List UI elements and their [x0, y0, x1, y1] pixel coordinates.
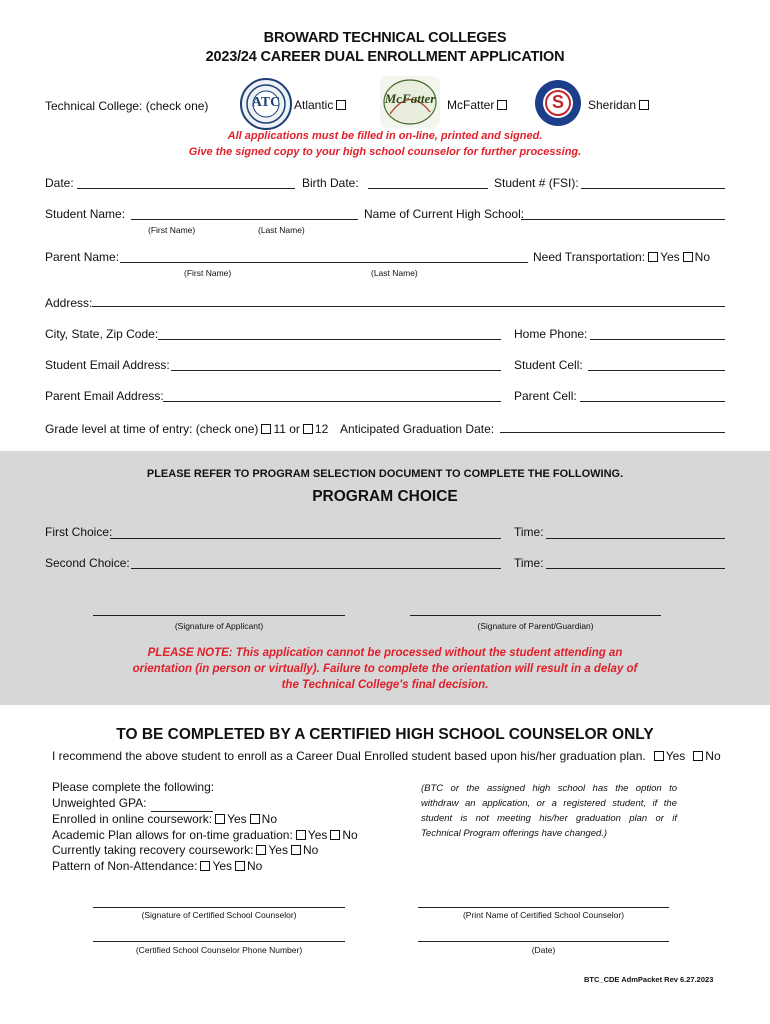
address-label: Address: — [45, 296, 93, 310]
counselor-date-caption: (Date) — [531, 945, 556, 955]
parent-name-label: Parent Name: — [45, 250, 120, 264]
counselor-phone-caption: (Certified School Counselor Phone Number) — [135, 945, 303, 955]
online-yes-checkbox[interactable] — [215, 814, 225, 824]
recommend-no-checkbox[interactable] — [693, 751, 703, 761]
mcfatter-logo-text: McFatter — [384, 91, 436, 106]
parent-name-field[interactable] — [120, 262, 528, 263]
first-time-label: Time: — [514, 525, 544, 539]
btc-option-note: (BTC or the assigned high school has the option to withdraw an application, or a registered student, if the student is not meeting his/her graduation plan or if Technical Program offerings have changed.) — [421, 783, 677, 839]
counselor-print-name-line[interactable] — [418, 907, 669, 908]
counselor-print-name-caption: (Print Name of Certified School Counselor) — [462, 910, 625, 920]
counselor-signature-line[interactable] — [93, 907, 345, 908]
notice-line-1: All applications must be filled in on-line, printed and signed. — [227, 130, 543, 142]
student-email-label: Student Email Address: — [45, 358, 170, 372]
parent-cell-field[interactable] — [580, 401, 725, 402]
need-transportation: Need Transportation: Yes No — [533, 250, 710, 264]
graduation-date-field[interactable] — [500, 432, 725, 433]
online-row: Enrolled in online coursework: Yes No — [52, 812, 278, 826]
orientation-note-1: PLEASE NOTE: This application cannot be processed without the student attending an — [147, 647, 623, 659]
parent-last-name-caption: (Last Name) — [371, 268, 418, 278]
student-cell-field[interactable] — [588, 370, 725, 371]
college-option-mcfatter[interactable]: McFatter — [447, 98, 509, 112]
complete-following: Please complete the following: — [52, 780, 215, 794]
academic-row: Academic Plan allows for on-time graduation: Yes No — [52, 827, 358, 842]
orientation-note-2: orientation (in person or virtually). Failure to complete the orientation will result in a delay of — [132, 663, 638, 675]
student-first-name-caption: (First Name) — [148, 225, 196, 235]
home-phone-field[interactable] — [590, 339, 725, 340]
mcfatter-logo — [380, 76, 440, 128]
online-no-checkbox[interactable] — [250, 814, 260, 824]
attendance-yes-checkbox[interactable] — [200, 861, 210, 871]
parent-email-label: Parent Email Address: — [45, 389, 164, 403]
counselor-phone-line[interactable] — [93, 941, 345, 942]
second-time-label: Time: — [514, 556, 544, 570]
atc-logo-text: ATC — [251, 95, 281, 110]
student-number-label: Student # (FSI): — [494, 176, 579, 190]
second-choice-label: Second Choice: — [45, 556, 130, 570]
counselor-signature-caption: (Signature of Certified School Counselor) — [141, 910, 297, 920]
recommend-statement: I recommend the above student to enroll as a Career Dual Enrolled student based upon his/her graduation plan. Yes No — [52, 749, 721, 763]
atlantic-checkbox[interactable] — [336, 100, 346, 110]
sheridan-logo-text: S — [551, 92, 564, 112]
program-choice-heading: PROGRAM CHOICE — [312, 488, 458, 505]
attendance-row: Pattern of Non-Attendance: Yes No — [52, 858, 263, 873]
tech-college-label: Technical College: (check one) — [45, 99, 209, 113]
address-field[interactable] — [92, 306, 725, 307]
academic-no-checkbox[interactable] — [330, 830, 340, 840]
transport-yes-checkbox[interactable] — [648, 252, 658, 262]
student-last-name-caption: (Last Name) — [258, 225, 305, 235]
form-title: BROWARD TECHNICAL COLLEGES — [263, 30, 507, 46]
birth-date-field[interactable] — [368, 188, 488, 189]
college-option-atlantic[interactable]: Atlantic — [294, 98, 348, 112]
second-time-field[interactable] — [546, 568, 725, 569]
city-state-zip-label: City, State, Zip Code: — [45, 327, 159, 341]
student-name-field[interactable] — [131, 219, 358, 220]
academic-yes-checkbox[interactable] — [296, 830, 306, 840]
sheridan-checkbox[interactable] — [639, 100, 649, 110]
recommend-yes-checkbox[interactable] — [654, 751, 664, 761]
mcfatter-checkbox[interactable] — [497, 100, 507, 110]
first-time-field[interactable] — [546, 538, 725, 539]
counselor-heading: TO BE COMPLETED BY A CERTIFIED HIGH SCHOOL COUNSELOR ONLY — [116, 726, 654, 743]
parent-signature-line[interactable] — [410, 615, 661, 616]
student-name-label: Student Name: — [45, 207, 126, 221]
counselor-date-line[interactable] — [418, 941, 669, 942]
current-high-school-label: Name of Current High School: — [364, 207, 525, 221]
recovery-row: Currently taking recovery coursework: Yes No — [52, 843, 319, 857]
student-cell-label: Student Cell: — [514, 358, 583, 372]
grade-11-checkbox[interactable] — [261, 424, 271, 434]
parent-signature-caption: (Signature of Parent/Guardian) — [477, 621, 594, 631]
student-email-field[interactable] — [171, 370, 501, 371]
program-refer-note: PLEASE REFER TO PROGRAM SELECTION DOCUMENT TO COMPLETE THE FOLLOWING. — [146, 468, 624, 480]
student-number-field[interactable] — [581, 188, 725, 189]
atc-logo — [240, 78, 292, 130]
attendance-no-checkbox[interactable] — [235, 861, 245, 871]
city-state-zip-field[interactable] — [158, 339, 501, 340]
form-revision: BTC_CDE AdmPacket Rev 6.27.2023 — [584, 975, 714, 984]
gpa-field[interactable] — [151, 796, 213, 813]
parent-first-name-caption: (First Name) — [184, 268, 232, 278]
grade-12-checkbox[interactable] — [303, 424, 313, 434]
birth-date-label: Birth Date: — [302, 176, 359, 190]
college-option-sheridan[interactable]: Sheridan — [588, 98, 651, 112]
gpa-row: Unweighted GPA: — [52, 796, 358, 813]
date-label: Date: — [45, 176, 74, 190]
parent-email-field[interactable] — [163, 401, 501, 402]
second-choice-field[interactable] — [131, 568, 501, 569]
current-high-school-field[interactable] — [521, 219, 725, 220]
graduation-date-label: Anticipated Graduation Date: — [340, 422, 495, 436]
grade-level: Grade level at time of entry: (check one) 11 or 12 — [45, 422, 329, 436]
orientation-note-3: the Technical College's final decision. — [281, 679, 489, 691]
home-phone-label: Home Phone: — [514, 327, 588, 341]
applicant-signature-line[interactable] — [93, 615, 345, 616]
recovery-no-checkbox[interactable] — [291, 845, 301, 855]
date-field[interactable] — [77, 188, 295, 189]
sheridan-logo — [535, 80, 581, 126]
notice-line-2: Give the signed copy to your high school counselor for further processing. — [188, 146, 582, 158]
recovery-yes-checkbox[interactable] — [256, 845, 266, 855]
counselor-checklist — [52, 780, 358, 874]
first-choice-field[interactable] — [110, 538, 501, 539]
form-subtitle: 2023/24 CAREER DUAL ENROLLMENT APPLICATION — [205, 49, 565, 65]
applicant-signature-caption: (Signature of Applicant) — [174, 621, 264, 631]
first-choice-label: First Choice: — [45, 525, 113, 539]
parent-cell-label: Parent Cell: — [514, 389, 577, 403]
transport-no-checkbox[interactable] — [683, 252, 693, 262]
